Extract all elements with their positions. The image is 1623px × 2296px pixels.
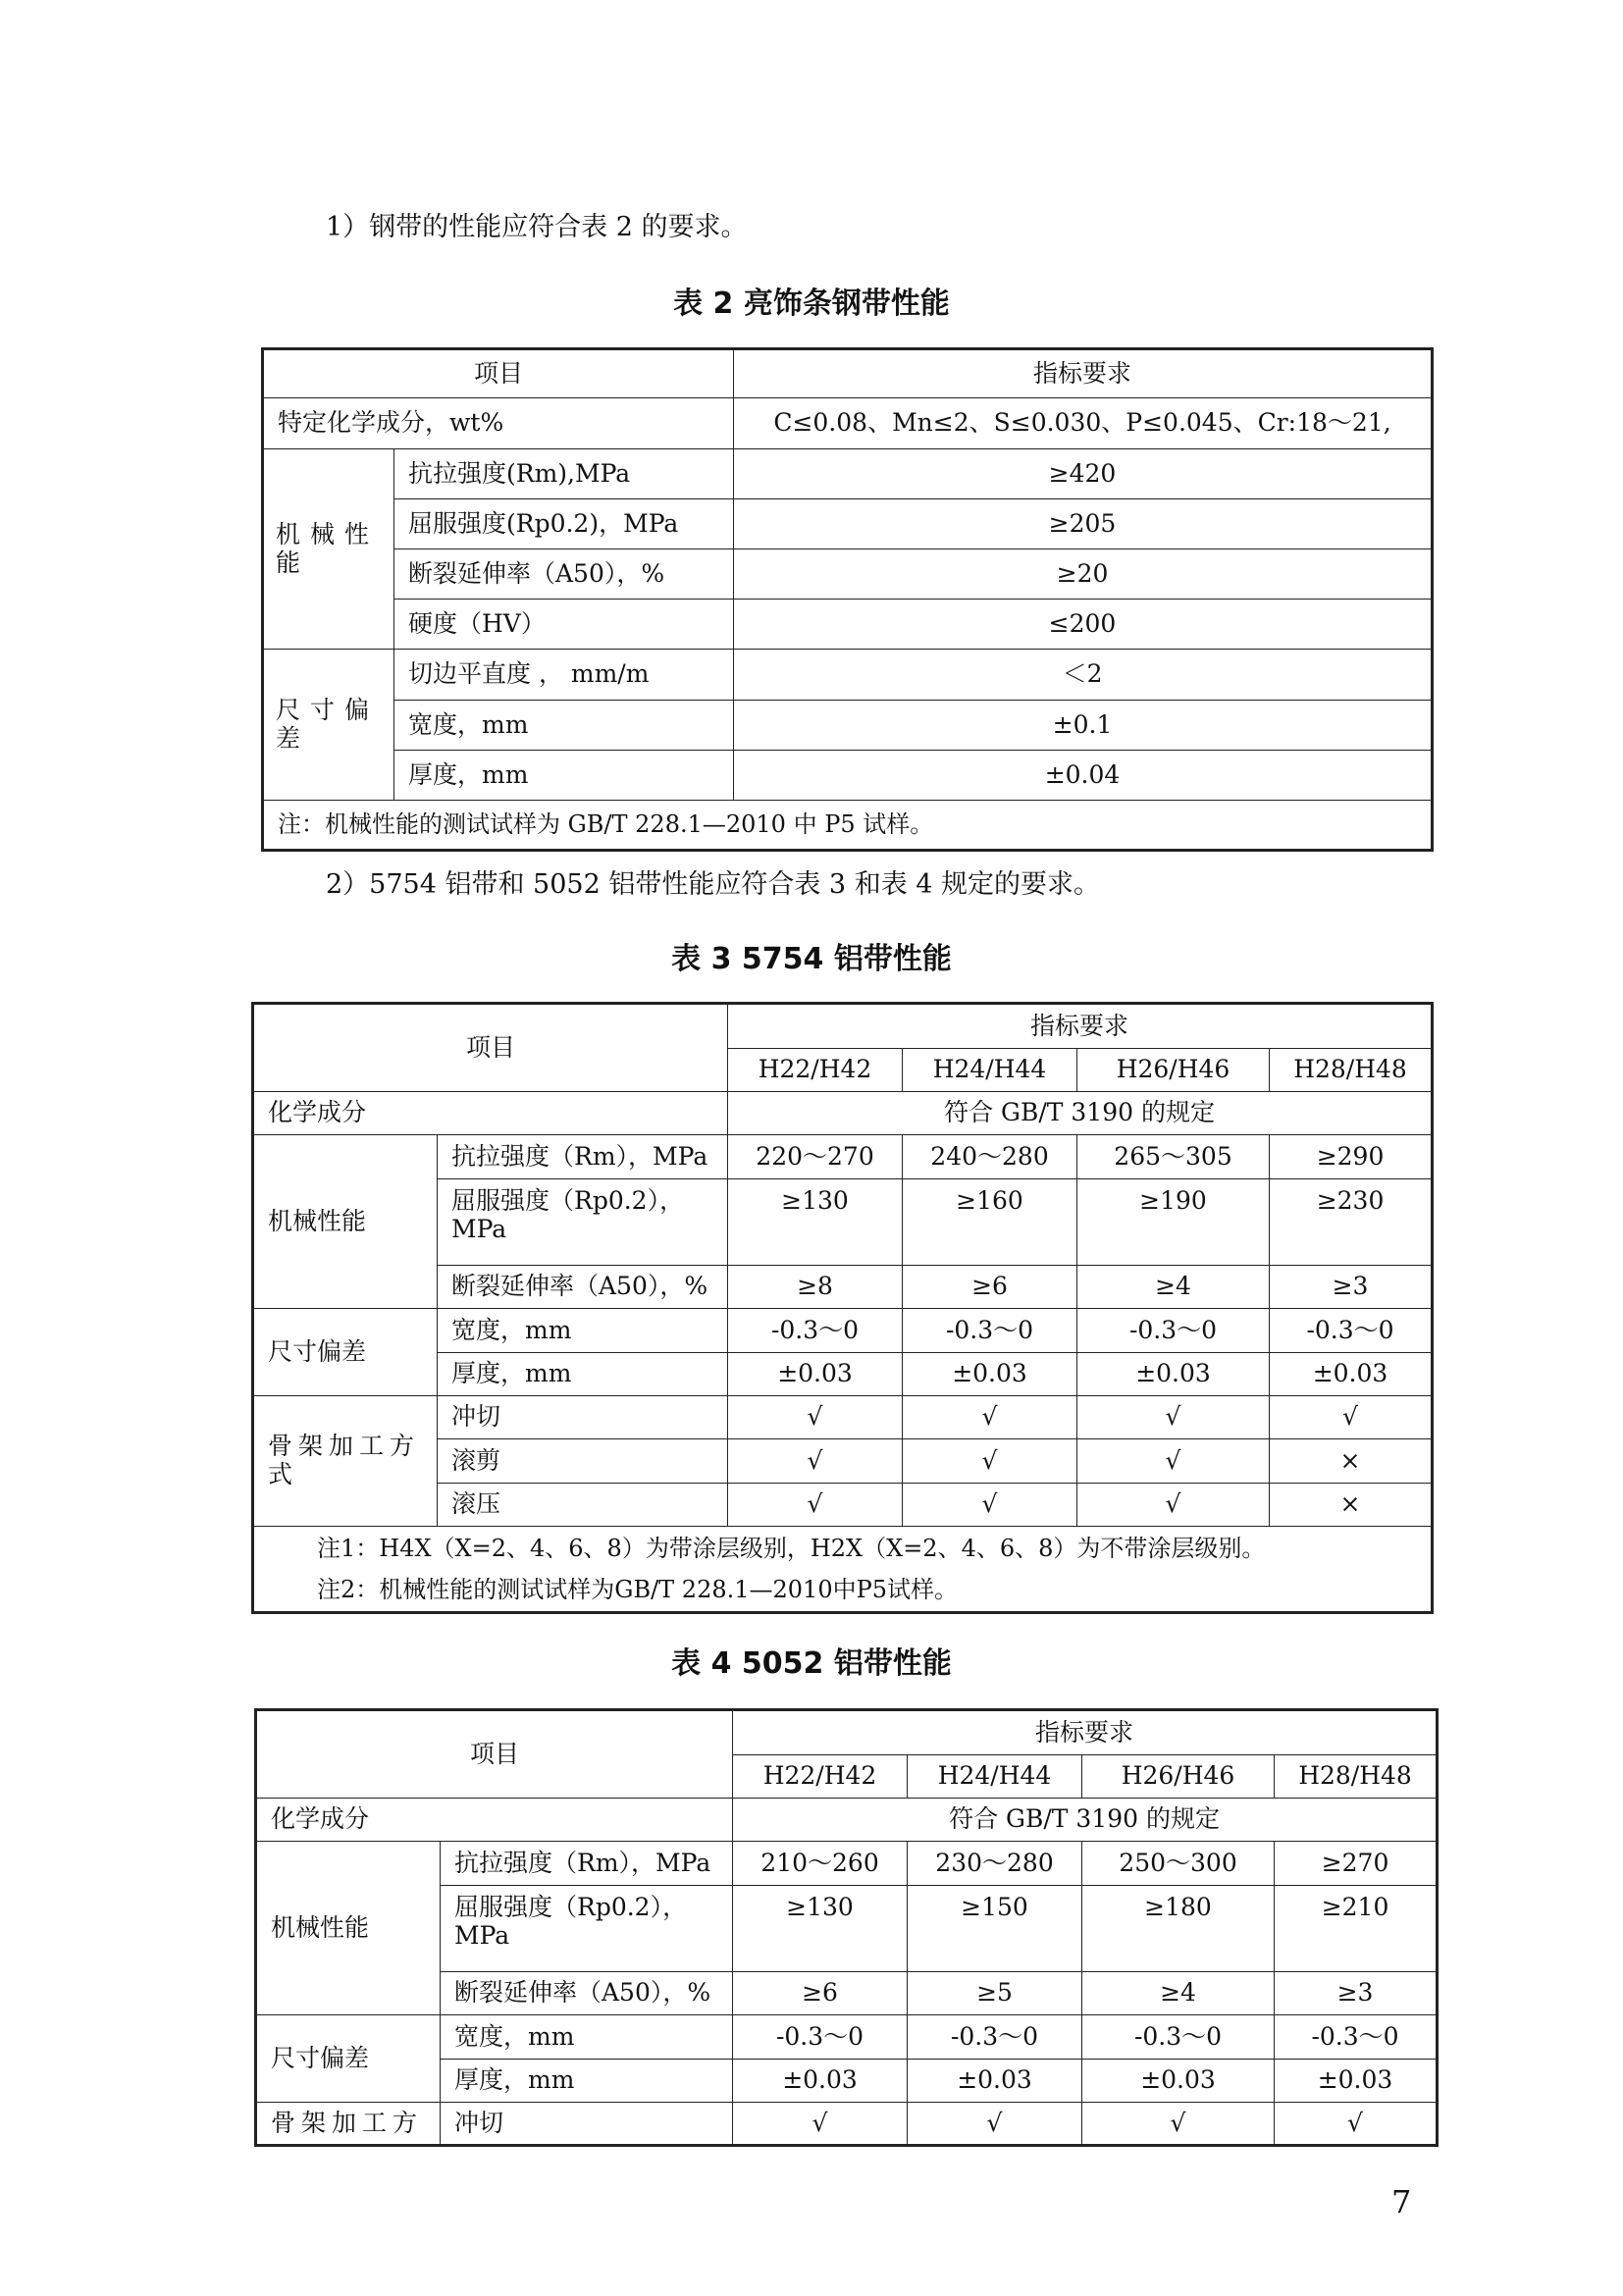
- t4-chem-label: 化学成分: [256, 1799, 733, 1842]
- t4-mech-label: 屈服强度（Rp0.2），MPa: [441, 1886, 733, 1972]
- t2-dim-label: 厚度，mm: [394, 751, 734, 801]
- t4-cell: ±0.03: [1082, 2060, 1275, 2103]
- t4-cell: -0.3～0: [1275, 2015, 1438, 2060]
- t2-chem-value: C≤0.08、Mn≤2、S≤0.030、P≤0.045、Cr:18～21,: [734, 398, 1433, 449]
- t3-proc-label: 冲切: [438, 1396, 728, 1439]
- t4-cell: ≥3: [1275, 1972, 1438, 2015]
- t4-temper: H24/H44: [908, 1755, 1082, 1799]
- t3-dim-label: 厚度，mm: [438, 1353, 728, 1396]
- t3-proc-label: 滚剪: [438, 1439, 728, 1484]
- t2-header-req: 指标要求: [734, 349, 1433, 398]
- t3-mech-label: 抗拉强度（Rm），MPa: [438, 1135, 728, 1179]
- t3-cell: √: [1077, 1396, 1270, 1439]
- table3-title: 表 3 5754 铝带性能: [671, 942, 952, 976]
- t4-cell: √: [1275, 2103, 1438, 2146]
- t3-mech-label: 屈服强度（Rp0.2），MPa: [438, 1179, 728, 1266]
- t3-proc-group: 骨架加工方式: [253, 1396, 438, 1527]
- t3-cell: ×: [1270, 1439, 1433, 1484]
- t2-mech-label: 断裂延伸率（A50），%: [394, 549, 734, 600]
- t3-header-item: 项目: [253, 1004, 728, 1092]
- t4-dim-label: 厚度，mm: [441, 2060, 733, 2103]
- t3-cell: ≥190: [1077, 1179, 1270, 1266]
- t2-dim-label: 宽度，mm: [394, 701, 734, 751]
- t3-cell: √: [728, 1439, 903, 1484]
- t4-header-req: 指标要求: [733, 1710, 1438, 1755]
- t2-header-item: 项目: [263, 349, 734, 398]
- t3-mech-group: 机械性能: [253, 1135, 438, 1309]
- t3-temper: H24/H44: [903, 1049, 1077, 1092]
- t3-cell: ≥290: [1270, 1135, 1433, 1179]
- t4-cell: ≥5: [908, 1972, 1082, 2015]
- t4-cell: 210～260: [733, 1842, 908, 1886]
- t2-dim-label: 切边平直度 ， mm/m: [394, 650, 734, 701]
- table-2: [261, 347, 1434, 852]
- t4-cell: ≥6: [733, 1972, 908, 2015]
- t3-temper: H26/H46: [1077, 1049, 1270, 1092]
- t4-cell: ±0.03: [908, 2060, 1082, 2103]
- t3-cell: √: [1077, 1484, 1270, 1527]
- t3-chem-label: 化学成分: [253, 1092, 728, 1135]
- table-3: [251, 1002, 1434, 1614]
- t2-dim-value: ±0.04: [734, 751, 1433, 801]
- t2-dim-value: ＜2: [734, 650, 1433, 701]
- t4-cell: ≥4: [1082, 1972, 1275, 2015]
- t4-mech-label: 断裂延伸率（A50），%: [441, 1972, 733, 2015]
- t3-dim-group: 尺寸偏差: [253, 1309, 438, 1396]
- t4-cell: ≥210: [1275, 1886, 1438, 1972]
- table2-title: 表 2 亮饰条钢带性能: [673, 287, 950, 321]
- t2-mech-value: ≥205: [734, 499, 1433, 549]
- t3-temper: H28/H48: [1270, 1049, 1433, 1092]
- intro-paragraph-2: 2）5754 铝带和 5052 铝带性能应符合表 3 和表 4 规定的要求。: [326, 869, 1101, 900]
- t4-temper: H26/H46: [1082, 1755, 1275, 1799]
- t4-cell: -0.3～0: [908, 2015, 1082, 2060]
- t2-mech-value: ≥420: [734, 449, 1433, 499]
- table4-title: 表 4 5052 铝带性能: [671, 1646, 952, 1681]
- t4-cell: ≥270: [1275, 1842, 1438, 1886]
- t3-cell: -0.3～0: [728, 1309, 903, 1353]
- t4-cell: 250～300: [1082, 1842, 1275, 1886]
- t4-proc-label: 冲切: [441, 2103, 733, 2146]
- t2-note: 注：机械性能的测试试样为 GB/T 228.1—2010 中 P5 试样。: [263, 801, 1433, 851]
- t2-mech-group: 机械性能: [263, 449, 394, 650]
- t4-cell: ±0.03: [733, 2060, 908, 2103]
- t2-mech-label: 硬度（HV）: [394, 600, 734, 650]
- t3-cell: 265～305: [1077, 1135, 1270, 1179]
- t3-temper: H22/H42: [728, 1049, 903, 1092]
- t2-chem-label: 特定化学成分，wt%: [263, 398, 734, 449]
- t3-note-1: 注1：H4X（X=2、4、6、8）为带涂层级别，H2X（X=2、4、6、8）为不带涂层级别。: [317, 1535, 1266, 1562]
- t4-mech-group: 机械性能: [256, 1842, 441, 2015]
- t4-cell: ±0.03: [1275, 2060, 1438, 2103]
- t3-cell: ±0.03: [903, 1353, 1077, 1396]
- t3-cell: ≥8: [728, 1266, 903, 1309]
- t4-temper: H22/H42: [733, 1755, 908, 1799]
- t3-cell: ≥160: [903, 1179, 1077, 1266]
- t3-cell: ≥130: [728, 1179, 903, 1266]
- t4-cell: ≥130: [733, 1886, 908, 1972]
- t3-cell: √: [903, 1439, 1077, 1484]
- t3-chem-value: 符合 GB/T 3190 的规定: [728, 1092, 1433, 1135]
- t2-mech-value: ≥20: [734, 549, 1433, 600]
- t3-cell: √: [1270, 1396, 1433, 1439]
- t3-cell: ≥3: [1270, 1266, 1433, 1309]
- table-4: [254, 1708, 1439, 2147]
- t3-header-req: 指标要求: [728, 1004, 1433, 1049]
- t3-cell: -0.3～0: [1270, 1309, 1433, 1353]
- t3-cell: ±0.03: [1077, 1353, 1270, 1396]
- t4-dim-label: 宽度，mm: [441, 2015, 733, 2060]
- t2-dim-group: 尺寸偏差: [263, 650, 394, 801]
- t3-cell: √: [903, 1484, 1077, 1527]
- t4-cell: √: [908, 2103, 1082, 2146]
- t3-mech-label: 断裂延伸率（A50），%: [438, 1266, 728, 1309]
- t2-dim-value: ±0.1: [734, 701, 1433, 751]
- t4-cell: ≥180: [1082, 1886, 1275, 1972]
- t4-cell: 230～280: [908, 1842, 1082, 1886]
- t2-mech-value: ≤200: [734, 600, 1433, 650]
- page-number: 7: [1391, 2183, 1412, 2220]
- t3-cell: ≥6: [903, 1266, 1077, 1309]
- t3-cell: ±0.03: [728, 1353, 903, 1396]
- t4-header-item: 项目: [256, 1710, 733, 1799]
- t3-cell: ±0.03: [1270, 1353, 1433, 1396]
- t4-chem-value: 符合 GB/T 3190 的规定: [733, 1799, 1438, 1842]
- t3-cell: √: [728, 1484, 903, 1527]
- t4-mech-label: 抗拉强度（Rm），MPa: [441, 1842, 733, 1886]
- t3-cell: √: [903, 1396, 1077, 1439]
- t4-cell: √: [1082, 2103, 1275, 2146]
- t3-cell: √: [728, 1396, 903, 1439]
- t2-mech-label: 抗拉强度(Rm),MPa: [394, 449, 734, 499]
- t4-proc-group: 骨架加工方: [256, 2103, 441, 2146]
- t4-dim-group: 尺寸偏差: [256, 2015, 441, 2103]
- t3-cell: ≥4: [1077, 1266, 1270, 1309]
- t4-cell: ≥150: [908, 1886, 1082, 1972]
- t4-cell: -0.3～0: [1082, 2015, 1275, 2060]
- t3-dim-label: 宽度，mm: [438, 1309, 728, 1353]
- t3-proc-label: 滚压: [438, 1484, 728, 1527]
- t2-mech-label: 屈服强度(Rp0.2)，MPa: [394, 499, 734, 549]
- t3-note-2: 注2：机械性能的测试试样为GB/T 228.1—2010中P5试样。: [317, 1576, 959, 1603]
- t3-cell: √: [1077, 1439, 1270, 1484]
- t3-cell: 240～280: [903, 1135, 1077, 1179]
- t3-cell: ≥230: [1270, 1179, 1433, 1266]
- t4-cell: -0.3～0: [733, 2015, 908, 2060]
- t4-cell: √: [733, 2103, 908, 2146]
- intro-paragraph-1: 1）钢带的性能应符合表 2 的要求。: [326, 212, 748, 242]
- t3-cell: ×: [1270, 1484, 1433, 1527]
- t3-cell: -0.3～0: [903, 1309, 1077, 1353]
- t3-cell: -0.3～0: [1077, 1309, 1270, 1353]
- t3-cell: 220～270: [728, 1135, 903, 1179]
- t4-temper: H28/H48: [1275, 1755, 1438, 1799]
